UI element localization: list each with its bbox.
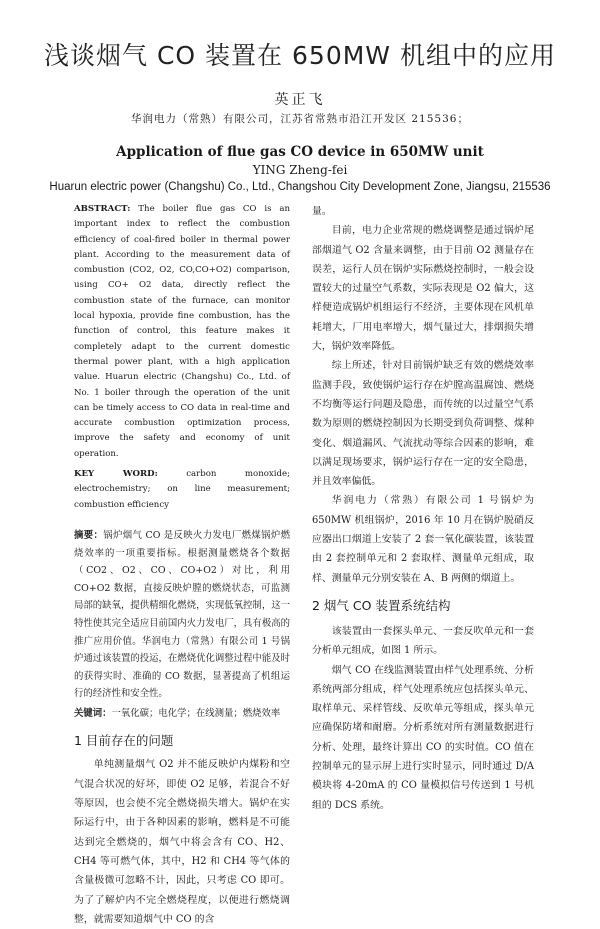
keywords-en: [74, 467, 290, 513]
paragraph-current-practice: 目前，电力企业常规的燃烧调整是通过锅炉尾部烟道气 O2 含量来调整，由于目前 O2 测量存在误差，运行人员在锅炉实际燃烧控制时，一般会设置较大的过量空气系数，实际表现是 O2 偏大，这样便造成锅炉机组运行不经济，主要体现在风机单耗增大，厂用电率增大，烟气量过大，排烟损失增大，锅炉效率降低。: [312, 225, 534, 353]
left-column: [74, 202, 290, 929]
keywords-cn-label: 关键词：: [74, 707, 112, 719]
continued-text: 量。: [312, 206, 332, 217]
keywords-cn: [74, 705, 290, 723]
affiliation-cn: 华润电力（常熟）有限公司，江苏省常熟市沿江开发区 215536；: [131, 113, 469, 125]
paper-title-cn: 浅谈烟气 CO 装置在 650MW 机组中的应用: [44, 41, 556, 70]
paragraph-device-units: 该装置由一套探头单元、一套反吹单元和一套分析单元组成，如图 1 所示。: [312, 625, 534, 657]
abstract-cn-text: 锅炉烟气 CO 是反映火力发电厂燃煤锅炉燃烧效率的一项重要指标。根据测量燃烧各个数据（CO2、O2、CO、CO+O2）对比，利用 CO+O2 数据，直接反映炉膛的燃烧状态，可监测局部的缺氧，提供精细化燃烧，实现低氧控制，这一特性使其完全适应目前国内火力发电厂，具有极高的推广应用价值。华润电力（常熟）有限公司 1 号锅炉通过该装置的投运，在燃烧优化调整过程中能及时的获得实时、准确的 CO 数据，显著提高了机组运行的经济性和安全性。: [74, 529, 290, 700]
author-name-en: YING Zheng-fei: [252, 163, 348, 177]
abstract-en: [74, 202, 290, 462]
abstract-cn-label: 摘要：: [74, 529, 104, 541]
section-2-heading: 2 烟气 CO 装置系统结构: [312, 597, 451, 613]
section-1-heading: 1 目前存在的问题: [74, 733, 174, 749]
paragraph-summary: 综上所述，针对目前锅炉缺乏有效的燃烧效率监测手段，致使锅炉运行存在炉膛高温腐蚀、燃烧不均衡等运行问题及隐患，而传统的以过量空气系数为原则的燃烧控制因为长期受到负荷调整、煤种变化、烟道漏风、气流扰动等综合因素的影响，难以满足现场要求，锅炉运行存在一定的安全隐患，并且效率偏低。: [312, 360, 534, 488]
paper-title-en: Application of flue gas CO device in 650MW unit: [116, 144, 484, 160]
author-name-cn: 英正飞: [274, 92, 326, 108]
abstract-en-label: ABSTRACT:: [74, 204, 131, 214]
right-column: [312, 202, 534, 815]
paragraph-system-structure: 烟气 CO 在线监测装置由样气处理系统、分析系统两部分组成，样气处理系统应包括探头单元、取样单元、采样管线、反吹单元等组成，探头单元应确保防堵和耐磨。分析系统对所有测量数据进行分析、处理，最终计算出 CO 的实时值。CO 值在控制单元的显示屏上进行实时显示，同时通过 D/A 模块将 4-20mA 的 CO 量模拟信号传送到 1 号机组的 DCS 系统。: [312, 664, 534, 811]
keywords-en-label: KEY WORD:: [74, 469, 158, 480]
paragraph-installation: 华润电力（常熟）有限公司 1 号锅炉为 650MW 机组锅炉，2016 年 10 月在锅炉脱硝反应器出口烟道上安装了 2 套一氧化碳装置，该装置由 2 套控制单元和 2 套取样、测量单元组成，取样、测量单元分别安装在 A、B 两侧的烟道上。: [312, 495, 534, 584]
keywords-cn-text: 一氧化碳；电化学；在线测量；燃烧效率: [111, 707, 281, 719]
keywords-en-text: carbon monoxide; electrochemistry; on line measurement; combustion efficiency: [74, 469, 290, 510]
affiliation-en: Huarun electric power (Changshu) Co., Ltd., Changshou City Development Zone, Jiangsu, 215536: [49, 181, 551, 193]
abstract-en-text: The boiler flue gas CO is an important index to reflect the combustion efficiency of coal-fired boiler in thermal power plant. According to the measurement data of combustion (CO2, O2, CO,CO+O2) comparison, using CO+ O2 data, directly reflect the combustion state of the furnace, can monitor local hypoxia, provide fine combustion, has the function of control, this feature makes it completely adapt to the current domestic thermal power plant, with a high application value. Huarun electric (Changshu) Co., Ltd. of No. 1 boiler through the operation of the unit can be timely access to CO data in real-time and accurate combustion optimization process, improve the safety and economy of unit operation.: [74, 204, 290, 459]
abstract-cn: [74, 527, 290, 703]
section-1-paragraph: 单纯测量烟气 O2 并不能反映炉内煤粉和空气混合状况的好坏，即使 O2 足够，若混合不好等原因，也会使不完全燃烧损失增大。锅炉在实际运行中，由于各种因素的影响，燃料是不可能达到完全燃烧的，烟气中将会含有 CO、H2、CH4 等可燃气体，其中，H2 和 CH4 等气体的含量极微可忽略不计，因此，只考虑 CO 即可。为了了解炉内不完全燃烧程度，以便进行燃烧调整，就需要知道烟气中 CO 的含: [74, 759, 290, 925]
